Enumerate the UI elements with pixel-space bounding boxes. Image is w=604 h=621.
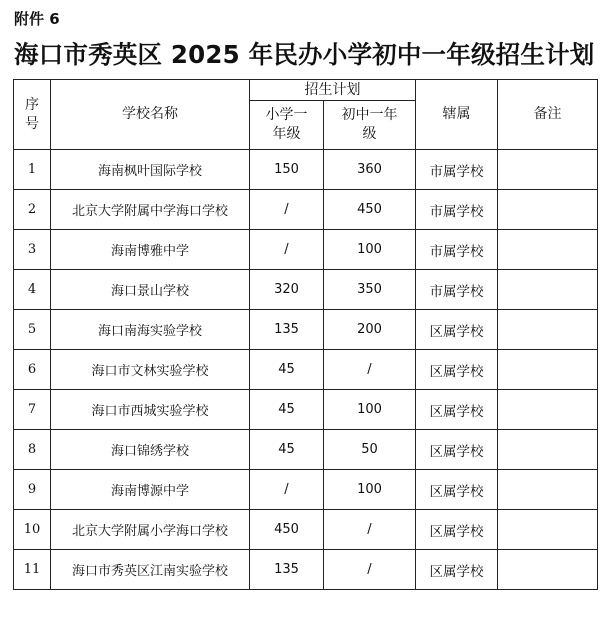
row-primary-plan: 45 [250, 430, 324, 470]
attachment-label: 附件 6 [14, 10, 60, 28]
table-row [14, 350, 598, 390]
row-primary-plan: 135 [250, 550, 324, 590]
row-school-name: 海南博雅中学 [51, 230, 250, 270]
row-affiliation: 区属学校 [416, 350, 498, 390]
row-school-name: 海口市西城实验学校 [51, 390, 250, 430]
row-remarks [498, 430, 598, 470]
row-junior-plan: / [324, 350, 416, 390]
row-school-name: 海口市文林实验学校 [51, 350, 250, 390]
row-remarks [498, 270, 598, 310]
row-school-name: 海口锦绣学校 [51, 430, 250, 470]
row-primary-plan: 320 [250, 270, 324, 310]
table-row [14, 550, 598, 590]
row-remarks [498, 230, 598, 270]
table-row [14, 430, 598, 470]
header-affiliation: 辖属 [416, 80, 498, 150]
row-remarks [498, 470, 598, 510]
table-row [14, 230, 598, 270]
row-remarks [498, 510, 598, 550]
row-remarks [498, 550, 598, 590]
table-row [14, 390, 598, 430]
row-remarks [498, 150, 598, 190]
row-remarks [498, 390, 598, 430]
row-primary-plan: / [250, 230, 324, 270]
row-primary-plan: 45 [250, 390, 324, 430]
row-junior-plan: 100 [324, 230, 416, 270]
row-affiliation: 区属学校 [416, 310, 498, 350]
row-serial-number: 4 [14, 270, 51, 310]
row-affiliation: 市属学校 [416, 270, 498, 310]
row-serial-number: 6 [14, 350, 51, 390]
table-row [14, 270, 598, 310]
row-junior-plan: 100 [324, 470, 416, 510]
enrollment-plan-table [13, 79, 598, 590]
row-junior-plan: 350 [324, 270, 416, 310]
row-primary-plan: 45 [250, 350, 324, 390]
row-junior-plan: 100 [324, 390, 416, 430]
row-serial-number: 1 [14, 150, 51, 190]
row-junior-plan: 200 [324, 310, 416, 350]
row-junior-plan: 450 [324, 190, 416, 230]
row-primary-plan: 150 [250, 150, 324, 190]
table-row [14, 510, 598, 550]
row-serial-number: 10 [14, 510, 51, 550]
document-title: 海口市秀英区 2025 年民办小学初中一年级招生计划 [14, 40, 595, 69]
row-serial-number: 7 [14, 390, 51, 430]
header-remarks: 备注 [498, 80, 598, 150]
row-junior-plan: / [324, 510, 416, 550]
row-primary-plan: / [250, 190, 324, 230]
header-school-name: 学校名称 [51, 80, 250, 150]
row-primary-plan: 450 [250, 510, 324, 550]
row-serial-number: 9 [14, 470, 51, 510]
row-serial-number: 3 [14, 230, 51, 270]
header-serial-number: 序 号 [14, 80, 51, 150]
row-affiliation: 区属学校 [416, 510, 498, 550]
row-serial-number: 5 [14, 310, 51, 350]
table-row [14, 190, 598, 230]
row-affiliation: 区属学校 [416, 390, 498, 430]
row-affiliation: 市属学校 [416, 190, 498, 230]
header-enrollment-plan: 招生计划 [250, 80, 416, 101]
table-row [14, 310, 598, 350]
table-row [14, 470, 598, 510]
row-affiliation: 区属学校 [416, 430, 498, 470]
row-remarks [498, 350, 598, 390]
row-school-name: 海口市秀英区江南实验学校 [51, 550, 250, 590]
row-affiliation: 市属学校 [416, 230, 498, 270]
row-remarks [498, 190, 598, 230]
row-serial-number: 8 [14, 430, 51, 470]
row-remarks [498, 310, 598, 350]
table-row [14, 150, 598, 190]
row-school-name: 海口景山学校 [51, 270, 250, 310]
row-school-name: 北京大学附属中学海口学校 [51, 190, 250, 230]
row-affiliation: 区属学校 [416, 550, 498, 590]
row-junior-plan: 360 [324, 150, 416, 190]
row-school-name: 海南枫叶国际学校 [51, 150, 250, 190]
row-affiliation: 区属学校 [416, 470, 498, 510]
row-serial-number: 2 [14, 190, 51, 230]
row-junior-plan: 50 [324, 430, 416, 470]
row-school-name: 海南博源中学 [51, 470, 250, 510]
row-primary-plan: 135 [250, 310, 324, 350]
row-affiliation: 市属学校 [416, 150, 498, 190]
row-school-name: 北京大学附属小学海口学校 [51, 510, 250, 550]
row-school-name: 海口南海实验学校 [51, 310, 250, 350]
row-serial-number: 11 [14, 550, 51, 590]
row-junior-plan: / [324, 550, 416, 590]
header-primary-grade-one: 小学一 年级 [250, 101, 324, 150]
row-primary-plan: / [250, 470, 324, 510]
header-junior-grade-one: 初中一年 级 [324, 101, 416, 150]
